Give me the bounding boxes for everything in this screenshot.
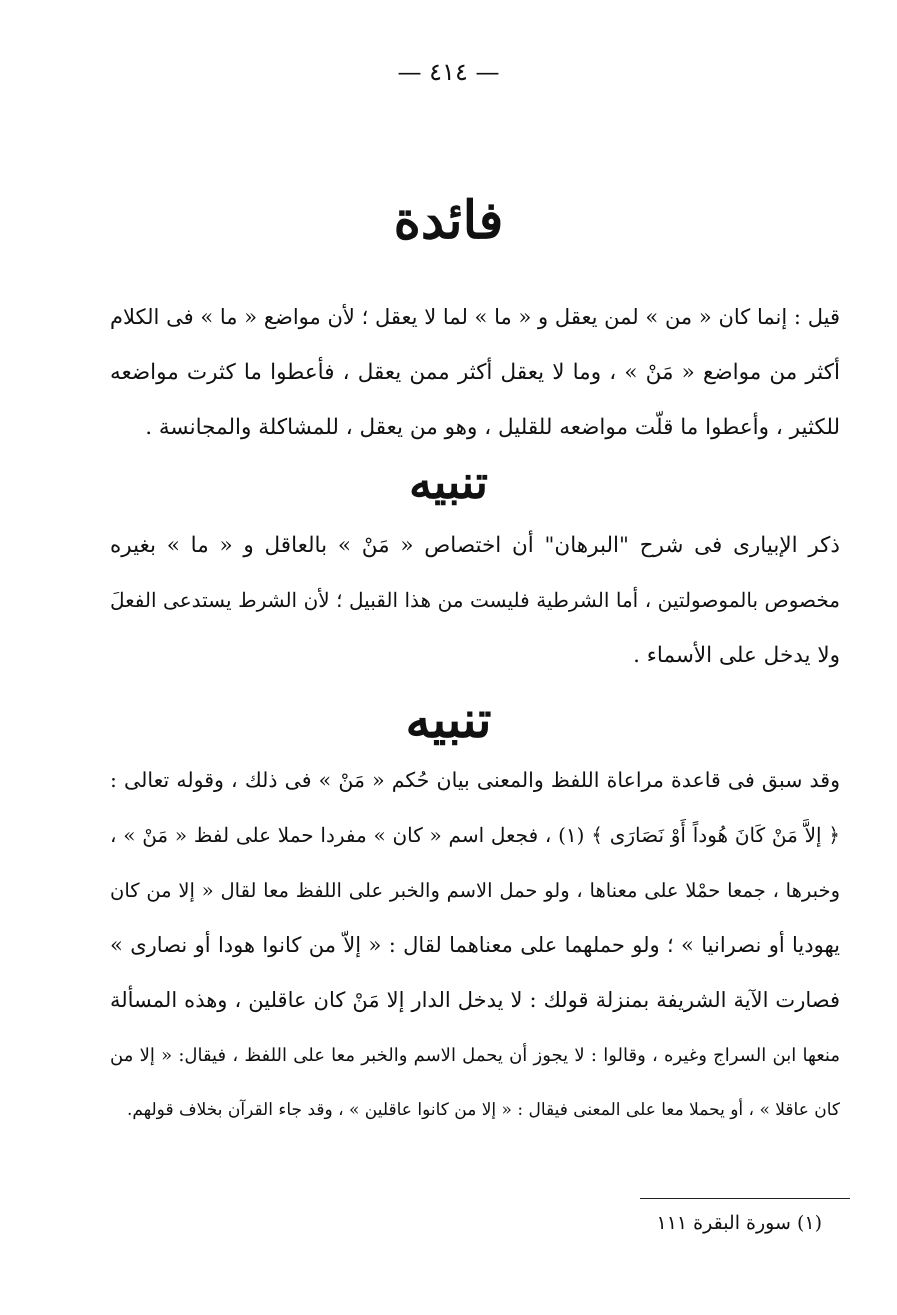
text-line: قيل : إنما كان « من » لمن يعقل و « ما » لما لا يعقل ؛ لأن مواضع « ما » فى الكلام — [110, 305, 840, 329]
heading-tanbih-second: تنبيه — [405, 690, 492, 749]
heading-tanbih-first: تنبيه — [408, 455, 489, 509]
footnote: (١) سورة البقرة ١١١ — [656, 1212, 822, 1234]
paragraph-faida — [110, 290, 840, 455]
text-line: ذكر الإبيارى فى شرح "البرهان" أن اختصاص « مَنْ » بالعاقل و « ما » بغيره — [110, 533, 840, 558]
text-line: منعها ابن السراج وغيره ، وقالوا : لا يجوز أن يحمل الاسم والخبر معا على اللفظ ، فيقال: « إلا من — [110, 1045, 840, 1066]
text-line: كان عاقلا » ، أو يحملا معا على المعنى فيقال : « إلا من كانوا عاقلين » ، وقد جاء القرآن بخلاف قولهم. — [126, 1100, 840, 1120]
paragraph-tanbih-second — [110, 753, 840, 1138]
text-line: ولا يدخل على الأسماء . — [633, 643, 840, 668]
heading-faida: فائدة — [393, 190, 504, 251]
text-line: وخبرها ، جمعا حمْلا على معناها ، ولو حمل الاسم والخبر على اللفظ معا لقال « إلا من كان — [110, 879, 840, 902]
text-line: يهوديا أو نصرانيا » ؛ ولو حملهما على معناهما لقال : « إلاّ من كانوا هودا أو نصارى » — [110, 933, 840, 957]
text-line: أكثر من مواضع « مَنْ » ، وما لا يعقل أكثر ممن يعقل ، فأعطوا ما كثرت مواضعه — [110, 360, 840, 385]
text-line: فصارت الآية الشريفة بمنزلة قولك : لا يدخل الدار إلا مَنْ كان عاقلين ، وهذه المسألة — [110, 988, 840, 1012]
text-line: ﴿ إلاَّ مَنْ كَانَ هُوداً أَوْ نَصَارَى ﴾ (١) ، فجعل اسم « كان » مفردا حملا على لفظ « مَنْ » ، — [110, 823, 840, 847]
page-number: — ٤١٤ — — [397, 58, 500, 86]
footnote-divider — [640, 1198, 850, 1199]
text-line: وقد سبق فى قاعدة مراعاة اللفظ والمعنى بيان حُكم « مَنْ » فى ذلك ، وقوله تعالى : — [110, 768, 840, 792]
text-line: للكثير ، وأعطوا ما قلّت مواضعه للقليل ، وهو من يعقل ، للمشاكلة والمجانسة . — [145, 415, 840, 440]
text-line: مخصوص بالموصولتين ، أما الشرطية فليست من هذا القبيل ؛ لأن الشرط يستدعى الفعلَ — [110, 588, 840, 612]
paragraph-tanbih-first — [110, 518, 840, 683]
